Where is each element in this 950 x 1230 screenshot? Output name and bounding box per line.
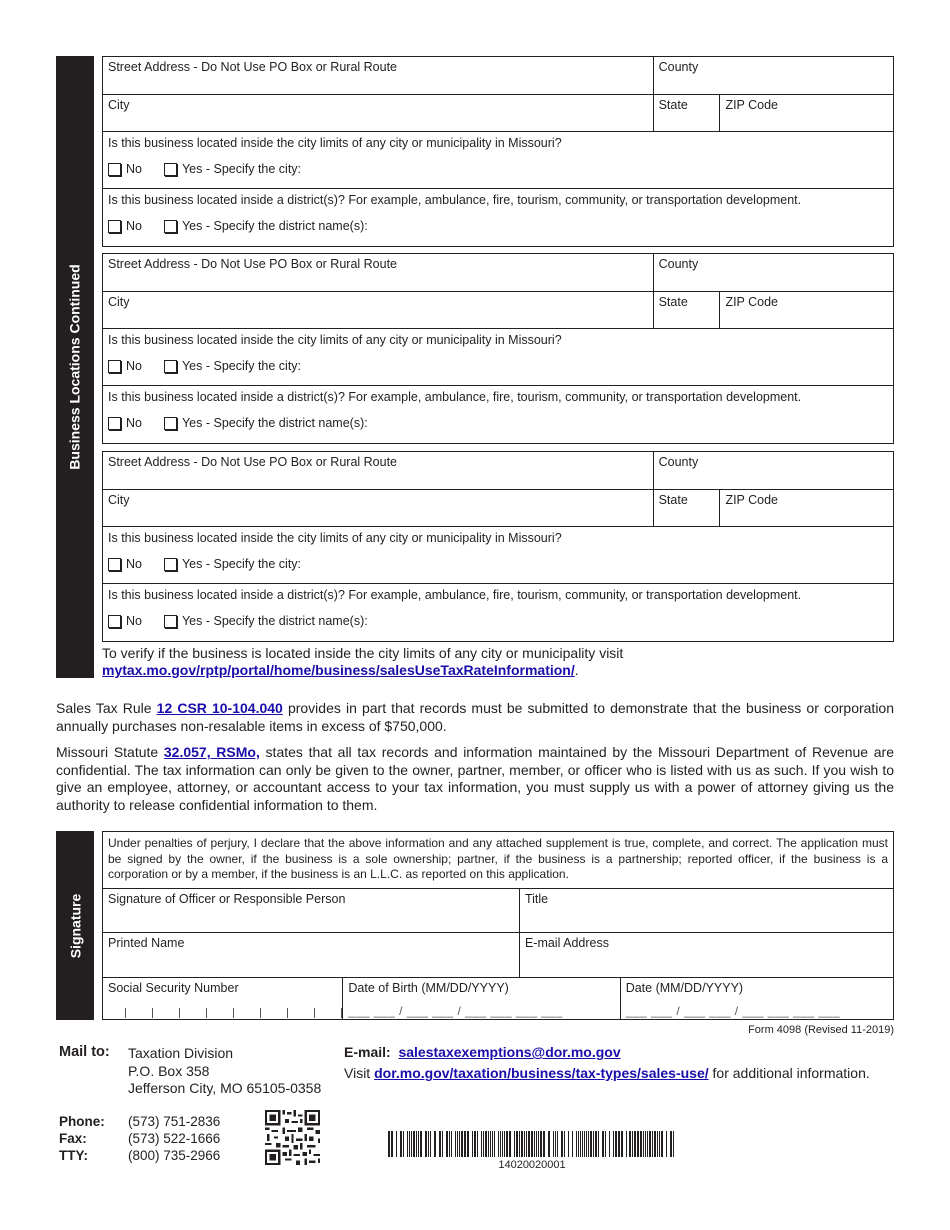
county-field[interactable] xyxy=(653,452,893,489)
sales-use-link[interactable]: dor.mo.gov/taxation/business/tax-types/sales-use/ xyxy=(374,1065,709,1081)
city-label: City xyxy=(108,98,130,112)
dob-label: Date of Birth (MM/DD/YYYY) xyxy=(348,981,509,995)
ssn-field[interactable] xyxy=(103,978,342,1020)
email-link[interactable]: salestaxexemptions@dor.mo.gov xyxy=(398,1044,621,1060)
phone-label: Phone: xyxy=(59,1114,105,1129)
statute-post: states that all tax records and information maintained by the Missouri Department of Revenue are confidential. The tax information can only be given to the owner, partner, member, or officer who is listed with us as such. If you wish to give an employee, attorney, or accountant access to your tax information, you must supply us with a power of attorney giving us the authority to release confidential information to them. xyxy=(56,744,894,813)
district-no-option[interactable] xyxy=(108,416,142,430)
tty-number: (800) 735-2966 xyxy=(128,1148,221,1163)
city-field[interactable] xyxy=(103,95,653,131)
option-label: No xyxy=(126,219,142,233)
street-address-label: Street Address - Do Not Use PO Box or Rural Route xyxy=(108,455,398,469)
checkbox[interactable] xyxy=(108,360,121,373)
option-label: Yes - Specify the city: xyxy=(181,557,302,571)
option-label: Yes - Specify the city: xyxy=(181,162,302,176)
checkbox[interactable] xyxy=(108,220,121,233)
visit-line xyxy=(344,1065,870,1081)
option-label: Yes - Specify the district name(s): xyxy=(181,416,368,430)
contact-labels xyxy=(59,1113,105,1164)
checkbox[interactable] xyxy=(164,615,177,628)
sales-tax-rule-paragraph xyxy=(56,700,894,735)
location-block-2 xyxy=(102,253,894,444)
rule-post: provides in part that records must be submitted to demonstrate that the business or corporation annually purchases non-resalable items in excess of $750,000. xyxy=(56,700,894,734)
email-address-field[interactable] xyxy=(519,933,893,977)
phone-number: (573) 751-2836 xyxy=(128,1114,221,1129)
street-address-field[interactable] xyxy=(103,254,653,291)
district-question: Is this business located inside a district(s)? For example, ambulance, fire, tourism, community, or transportation development. xyxy=(108,390,802,404)
district-yes-option[interactable] xyxy=(164,614,368,628)
district-question: Is this business located inside a district(s)? For example, ambulance, fire, tourism, community, or transportation development. xyxy=(108,588,802,602)
city-yes-option[interactable] xyxy=(164,557,301,571)
fax-label: Fax: xyxy=(59,1131,87,1146)
city-no-option[interactable] xyxy=(108,162,142,176)
qr-code-icon xyxy=(265,1110,320,1165)
county-label: County xyxy=(658,455,699,469)
rate-info-link[interactable]: mytax.mo.gov/rptp/portal/home/business/salesUseTaxRateInformation/ xyxy=(102,662,575,678)
address-line: P.O. Box 358 xyxy=(128,1062,210,1079)
statute-paragraph xyxy=(56,744,894,814)
option-label: No xyxy=(126,359,142,373)
city-no-option[interactable] xyxy=(108,557,142,571)
form-number: Form 4098 (Revised 11-2019) xyxy=(748,1024,894,1036)
county-label: County xyxy=(658,257,699,271)
state-label: State xyxy=(658,295,688,309)
perjury-declaration: Under penalties of perjury, I declare that the above information and any attached supplement is true, complete, and correct. The application must be signed by the owner, if the business is a sole ownership; partner, if the business is a partnership; reported officer, if the business is a corporation or by a member, if the business is an L.L.C. as reported on this application. xyxy=(103,832,893,889)
county-label: County xyxy=(658,60,699,74)
city-field[interactable] xyxy=(103,292,653,328)
signature-sidebar xyxy=(56,831,94,1020)
business-locations-sidebar-label: Business Locations Continued xyxy=(67,264,84,470)
city-limits-question: Is this business located inside the city limits of any city or municipality in Missouri? xyxy=(108,531,562,545)
barcode-number: 14020020001 xyxy=(498,1159,566,1171)
title-field[interactable] xyxy=(519,889,893,932)
district-no-option[interactable] xyxy=(108,614,142,628)
district-no-option[interactable] xyxy=(108,219,142,233)
title-label: Title xyxy=(524,892,549,906)
mail-to-label: Mail to: xyxy=(59,1044,110,1060)
date-label: Date (MM/DD/YYYY) xyxy=(625,981,744,995)
checkbox[interactable] xyxy=(164,360,177,373)
ssn-digit-dividers xyxy=(125,1008,368,1018)
checkbox[interactable] xyxy=(108,417,121,430)
tty-label: TTY: xyxy=(59,1148,88,1163)
street-address-field[interactable] xyxy=(103,57,653,94)
verify-note xyxy=(102,645,896,679)
state-field[interactable] xyxy=(653,95,720,131)
date-fill-line: ___ ___ / ___ ___ / ___ ___ ___ ___ xyxy=(625,1004,841,1018)
city-limits-question: Is this business located inside the city limits of any city or municipality in Missouri? xyxy=(108,136,562,150)
zip-field[interactable] xyxy=(719,292,893,328)
printed-name-field[interactable] xyxy=(103,933,519,977)
checkbox[interactable] xyxy=(164,220,177,233)
fax-number: (573) 522-1666 xyxy=(128,1131,221,1146)
verify-text: To verify if the business is located inside the city limits of any city or municipality visit xyxy=(102,645,624,661)
district-question: Is this business located inside a district(s)? For example, ambulance, fire, tourism, community, or transportation development. xyxy=(108,193,802,207)
visit-pre: Visit xyxy=(344,1065,375,1081)
street-address-label: Street Address - Do Not Use PO Box or Rural Route xyxy=(108,60,398,74)
county-field[interactable] xyxy=(653,254,893,291)
checkbox[interactable] xyxy=(108,163,121,176)
zip-field[interactable] xyxy=(719,95,893,131)
state-field[interactable] xyxy=(653,292,720,328)
dob-fill-line: ___ ___ / ___ ___ / ___ ___ ___ ___ xyxy=(348,1004,563,1018)
zip-field[interactable] xyxy=(719,490,893,526)
contact-values xyxy=(128,1113,220,1164)
city-yes-option[interactable] xyxy=(164,162,301,176)
option-label: Yes - Specify the district name(s): xyxy=(181,219,368,233)
rule-pre: Sales Tax Rule xyxy=(56,700,157,716)
signature-label: Signature of Officer or Responsible Person xyxy=(108,892,346,906)
checkbox[interactable] xyxy=(108,558,121,571)
signature-field[interactable] xyxy=(103,889,519,932)
city-label: City xyxy=(108,295,130,309)
city-field[interactable] xyxy=(103,490,653,526)
visit-post: for additional information. xyxy=(708,1065,870,1081)
location-block-3 xyxy=(102,451,894,642)
district-yes-option[interactable] xyxy=(164,219,368,233)
email-address-label: E-mail Address xyxy=(524,936,609,950)
checkbox[interactable] xyxy=(164,417,177,430)
county-field[interactable] xyxy=(653,57,893,94)
city-no-option[interactable] xyxy=(108,359,142,373)
signature-block xyxy=(102,831,894,1020)
state-label: State xyxy=(658,493,688,507)
rsmo-link[interactable]: 32.057, RSMo, xyxy=(163,744,260,760)
option-label: Yes - Specify the district name(s): xyxy=(181,614,368,628)
option-label: Yes - Specify the city: xyxy=(181,359,302,373)
location-block-1 xyxy=(102,56,894,247)
street-address-field[interactable] xyxy=(103,452,653,489)
date-field[interactable] xyxy=(620,978,893,1020)
zip-label: ZIP Code xyxy=(725,98,779,112)
state-field[interactable] xyxy=(653,490,720,526)
zip-label: ZIP Code xyxy=(725,295,779,309)
district-yes-option[interactable] xyxy=(164,416,368,430)
barcode-icon xyxy=(388,1131,676,1157)
date-of-birth-field[interactable] xyxy=(342,978,619,1020)
checkbox[interactable] xyxy=(164,558,177,571)
address-line: Taxation Division xyxy=(128,1045,234,1061)
zip-label: ZIP Code xyxy=(725,493,779,507)
city-label: City xyxy=(108,493,130,507)
option-label: No xyxy=(126,614,142,628)
ssn-label: Social Security Number xyxy=(108,981,239,995)
statute-pre: Missouri Statute xyxy=(56,744,164,760)
option-label: No xyxy=(126,162,142,176)
email-label: E-mail: xyxy=(344,1044,391,1060)
signature-sidebar-label: Signature xyxy=(67,893,84,958)
verify-end: . xyxy=(574,662,579,678)
csr-link[interactable]: 12 CSR 10-104.040 xyxy=(156,700,283,716)
state-label: State xyxy=(658,98,688,112)
mailing-address xyxy=(128,1045,321,1098)
printed-name-label: Printed Name xyxy=(108,936,185,950)
checkbox[interactable] xyxy=(164,163,177,176)
city-limits-question: Is this business located inside the city limits of any city or municipality in Missouri? xyxy=(108,333,562,347)
option-label: No xyxy=(126,557,142,571)
option-label: No xyxy=(126,416,142,430)
business-locations-sidebar xyxy=(56,56,94,678)
email-line xyxy=(344,1044,621,1060)
street-address-label: Street Address - Do Not Use PO Box or Rural Route xyxy=(108,257,398,271)
address-line: Jefferson City, MO 65105-0358 xyxy=(128,1080,322,1096)
city-yes-option[interactable] xyxy=(164,359,301,373)
checkbox[interactable] xyxy=(108,615,121,628)
